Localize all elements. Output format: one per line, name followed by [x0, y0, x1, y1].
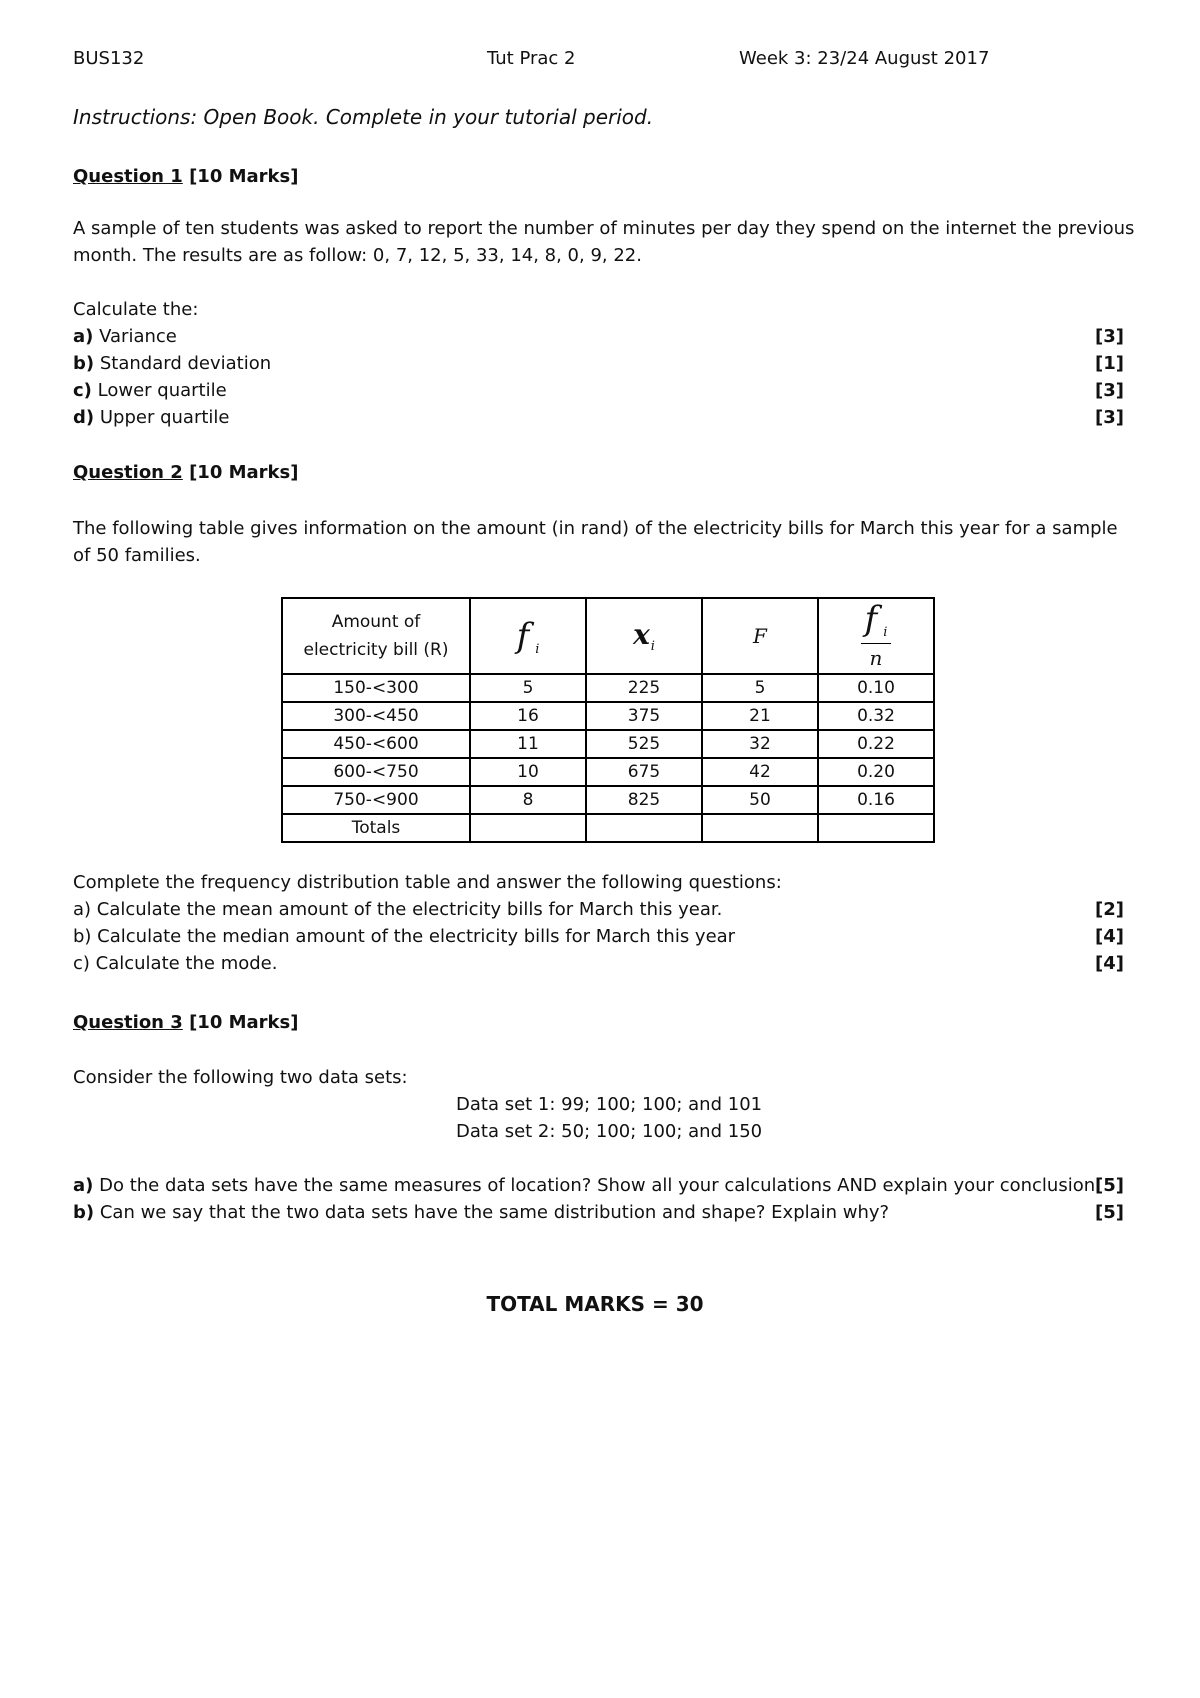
- q1-item-b: [73, 351, 271, 377]
- data-set-1: [456, 1092, 762, 1118]
- cell-fi: 11: [470, 730, 586, 758]
- q2-item-c-marks: [4]: [1095, 953, 1124, 974]
- header-relative-frequency: [818, 598, 934, 674]
- q2-item-a: a) Calculate the mean amount of the electricity bills for March this year.: [73, 899, 723, 920]
- item-text: Standard deviation: [99, 353, 272, 374]
- fraction-denominator: n: [869, 646, 883, 670]
- q3-item-b-marks: [5]: [1095, 1202, 1124, 1223]
- header-fi: [470, 598, 586, 674]
- cell-rel: 0.32: [818, 702, 934, 730]
- cell-F: 50: [702, 786, 818, 814]
- table-row: [282, 674, 934, 702]
- q2-item-b: b) Calculate the median amount of the electricity bills for March this year: [73, 926, 736, 947]
- item-text: Can we say that the two data sets have the same distribution and shape? Explain why?: [94, 1202, 890, 1223]
- cell-fi: 5: [470, 674, 586, 702]
- totals-empty-cell: [470, 814, 586, 842]
- header-fi-sub: i: [535, 641, 540, 657]
- cell-xi: 825: [586, 786, 702, 814]
- question-1-text-line-1: A sample of ten students was asked to report the number of minutes per day they spend on the internet the previous: [73, 218, 1135, 239]
- fraction-f: f: [864, 599, 878, 639]
- instructions: Instructions: Open Book. Complete in your tutorial period.: [73, 105, 654, 129]
- header-xi-symbol: x: [633, 618, 650, 651]
- item-letter: b): [73, 353, 95, 374]
- question-2-marks: [10 Marks]: [189, 462, 299, 483]
- cell-rel: 0.10: [818, 674, 934, 702]
- q2-item-c: c) Calculate the mode.: [73, 953, 278, 974]
- table-row: [282, 730, 934, 758]
- data-set-2-label: Data set 2:: [456, 1121, 556, 1142]
- header-xi: [586, 598, 702, 674]
- data-set-2: [456, 1119, 762, 1145]
- cell-class: 150-<300: [282, 674, 470, 702]
- header-F-symbol: F: [753, 624, 767, 648]
- q1-item-c: [73, 378, 227, 404]
- item-letter: c): [73, 380, 92, 401]
- cell-xi: 375: [586, 702, 702, 730]
- q1-item-d: [73, 405, 229, 431]
- cell-rel: 0.22: [818, 730, 934, 758]
- item-letter: a): [73, 1175, 94, 1196]
- q3-item-a: [73, 1173, 1101, 1199]
- question-1-text-line-2: month. The results are as follow: 0, 7, 12, 5, 33, 14, 8, 0, 9, 22.: [73, 245, 642, 266]
- q1-item-a: [73, 324, 177, 350]
- item-text: Do the data sets have the same measures of location? Show all your calculations AND explain your conclusion.: [93, 1175, 1101, 1196]
- header-amount-line-2: electricity bill (R): [303, 640, 449, 660]
- q3-item-a-marks: [5]: [1095, 1175, 1124, 1196]
- q1-item-d-marks: [3]: [1095, 407, 1124, 428]
- question-3-marks: [10 Marks]: [189, 1012, 299, 1033]
- q1-item-b-marks: [1]: [1095, 353, 1124, 374]
- item-letter: d): [73, 407, 95, 428]
- totals-row: [282, 814, 934, 842]
- q3-item-b: [73, 1200, 889, 1226]
- item-text: Lower quartile: [97, 380, 227, 401]
- header-xi-sub: i: [650, 639, 655, 654]
- q1-item-a-marks: [3]: [1095, 326, 1124, 347]
- cell-fi: 10: [470, 758, 586, 786]
- calculate-label: Calculate the:: [73, 299, 199, 320]
- course-code: BUS132: [73, 48, 145, 69]
- cell-F: 5: [702, 674, 818, 702]
- cell-rel: 0.20: [818, 758, 934, 786]
- cell-xi: 675: [586, 758, 702, 786]
- cell-class: 600-<750: [282, 758, 470, 786]
- cell-F: 21: [702, 702, 818, 730]
- cell-fi: 16: [470, 702, 586, 730]
- data-set-2-values: 50; 100; 100; and 150: [555, 1121, 763, 1142]
- document-title: Tut Prac 2: [487, 48, 576, 69]
- cell-class: 300-<450: [282, 702, 470, 730]
- question-2-text-line-2: of 50 families.: [73, 545, 201, 566]
- item-letter: b): [73, 1202, 95, 1223]
- question-3-intro: Consider the following two data sets:: [73, 1067, 408, 1088]
- item-text: Upper quartile: [99, 407, 230, 428]
- totals-empty-cell: [702, 814, 818, 842]
- table-row: [282, 786, 934, 814]
- question-2-text-line-1: The following table gives information on the amount (in rand) of the electricity bills for March this year for a sample: [73, 518, 1118, 539]
- question-2-title: Question 2: [73, 462, 183, 483]
- frequency-table: [281, 597, 935, 843]
- data-set-1-values: 99; 100; 100; and 101: [555, 1094, 763, 1115]
- week-date: Week 3: 23/24 August 2017: [739, 48, 990, 69]
- question-2-heading: [73, 460, 298, 486]
- item-letter: a): [73, 326, 94, 347]
- fraction: [861, 599, 892, 670]
- total-marks: TOTAL MARKS = 30: [486, 1292, 704, 1316]
- header-cumulative-f: [702, 598, 818, 674]
- cell-fi: 8: [470, 786, 586, 814]
- header-amount: [282, 598, 470, 674]
- table-header-row: [282, 598, 934, 674]
- cell-xi: 225: [586, 674, 702, 702]
- table-row: [282, 758, 934, 786]
- cell-class: 750-<900: [282, 786, 470, 814]
- data-set-1-label: Data set 1:: [456, 1094, 556, 1115]
- header-amount-line-1: Amount of: [331, 612, 421, 632]
- question-3-heading: [73, 1010, 298, 1036]
- cell-F: 42: [702, 758, 818, 786]
- fraction-f-sub: i: [883, 625, 888, 640]
- fraction-numerator: [861, 599, 892, 644]
- q1-item-c-marks: [3]: [1095, 380, 1124, 401]
- item-text: Variance: [99, 326, 177, 347]
- cell-class: 450-<600: [282, 730, 470, 758]
- totals-empty-cell: [586, 814, 702, 842]
- q2-item-a-marks: [2]: [1095, 899, 1124, 920]
- header-fi-symbol: f: [516, 615, 530, 656]
- totals-label: Totals: [282, 814, 470, 842]
- question-1-marks: [10 Marks]: [189, 166, 299, 187]
- table-row: [282, 702, 934, 730]
- question-3-title: Question 3: [73, 1012, 183, 1033]
- question-1-heading: [73, 164, 298, 190]
- totals-empty-cell: [818, 814, 934, 842]
- cell-F: 32: [702, 730, 818, 758]
- cell-xi: 525: [586, 730, 702, 758]
- cell-rel: 0.16: [818, 786, 934, 814]
- question-1-title: Question 1: [73, 166, 183, 187]
- q2-item-b-marks: [4]: [1095, 926, 1124, 947]
- complete-table-label: Complete the frequency distribution table and answer the following questions:: [73, 872, 782, 893]
